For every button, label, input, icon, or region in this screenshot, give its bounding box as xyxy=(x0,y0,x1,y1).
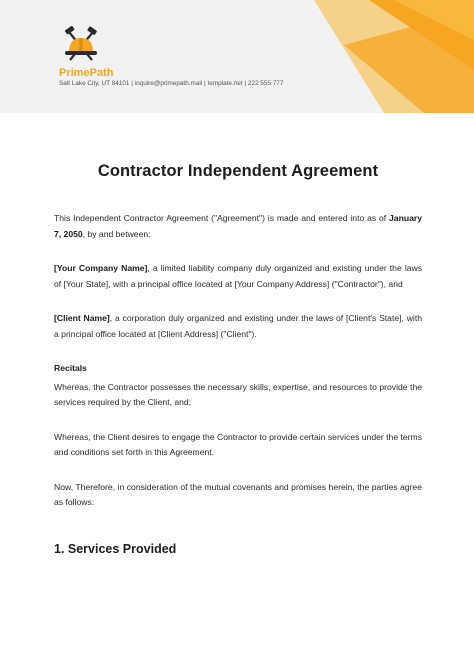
contact-info: Salt Lake City, UT 84101 | inquire@primepath.mail | template.net | 222 555 777 xyxy=(59,80,284,87)
client-text: , a corporation duly organized and existing under the laws of [Client's State], with a principal office located at [Client Address] ("Client"). xyxy=(54,313,422,339)
company-text: , a limited liability company duly organized and existing under the laws of [Your State], with a principal office located at [Your Company Address] ("Contractor"), and xyxy=(54,263,423,289)
decorative-triangles xyxy=(274,0,474,113)
intro-date: January 7, 2050 xyxy=(54,213,422,239)
intro-end: , by and between: xyxy=(82,228,151,239)
recital-1: Whereas, the Contractor possesses the necessary skills, expertise, and resources to provide the services required by the Client, and; xyxy=(54,381,422,407)
company-name: [Your Company Name] xyxy=(54,263,148,273)
client-paragraph xyxy=(54,311,422,342)
intro-text: This Independent Contractor Agreement ("Agreement") is made and entered into as of xyxy=(54,213,390,223)
recital-3: Now, Therefore, in consideration of the mutual covenants and promises herein, the parties agree as follows: xyxy=(54,481,422,507)
page-title: Contractor Independent Agreement xyxy=(97,162,379,180)
document-body xyxy=(54,150,422,556)
company-paragraph xyxy=(54,261,422,292)
client-name: [Client Name] xyxy=(54,313,110,323)
document-header xyxy=(0,0,474,113)
intro-paragraph xyxy=(54,211,422,242)
recital-2: Whereas, the Client desires to engage the Contractor to provide certain services under the terms and conditions set forth in this Agreement. xyxy=(54,431,422,457)
section-heading-services: 1. Services Provided xyxy=(54,541,177,556)
brand-name: PrimePath xyxy=(59,67,114,79)
hardhat-hammers-icon xyxy=(59,26,103,66)
recitals-heading: Recitals xyxy=(54,363,87,373)
